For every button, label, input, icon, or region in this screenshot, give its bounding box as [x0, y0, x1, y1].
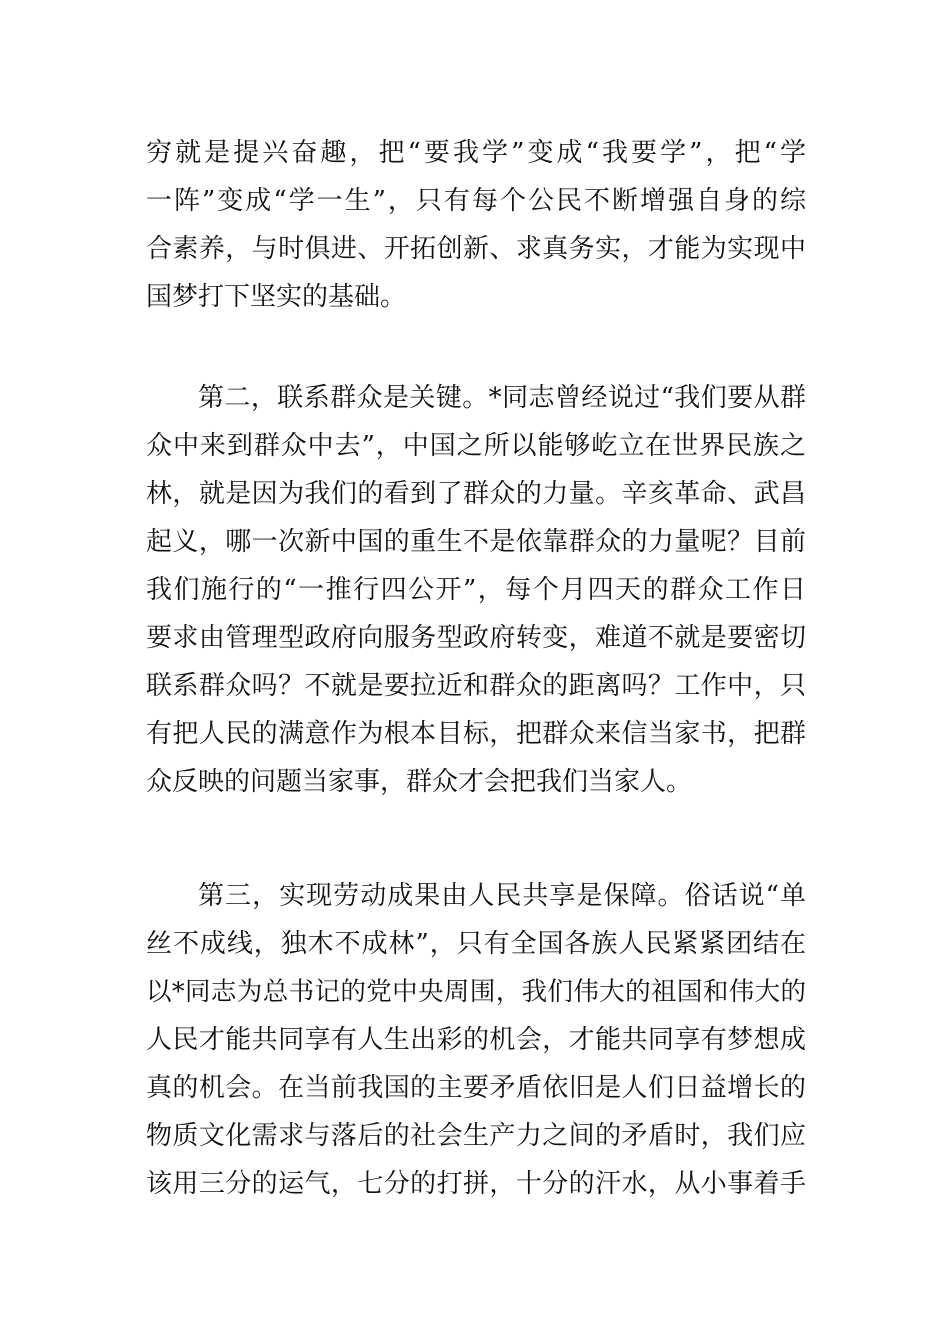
paragraph-3-line-5: 真的机会。在当前我国的主要矛盾依旧是人们日益增长的 [146, 1073, 806, 1103]
paragraph-1-line-4: 国梦打下坚实的基础。 [146, 282, 407, 312]
paragraph-2-line-4: 起义，哪一次新中国的重生不是依靠群众的力量呢？目前 [146, 527, 806, 557]
paragraph-3-line-7: 该用三分的运气，七分的打拼，十分的汗水，从小事着手 [146, 1169, 806, 1199]
paragraph-1-line-1: 穷就是提兴奋趣，把“要我学”变成“我要学”，把“学 [146, 138, 806, 168]
paragraph-2-line-1: 第二，联系群众是关键。*同志曾经说过“我们要从群 [198, 383, 806, 413]
paragraph-3-line-6: 物质文化需求与落后的社会生产力之间的矛盾时，我们应 [146, 1121, 806, 1151]
paragraph-2-line-7: 联系群众吗？不就是要拉近和群众的距离吗？工作中，只 [146, 671, 806, 701]
paragraph-2-line-6: 要求由管理型政府向服务型政府转变，难道不就是要密切 [146, 623, 806, 653]
paragraph-3-line-1: 第三，实现劳动成果由人民共享是保障。俗话说“单 [198, 881, 806, 911]
paragraph-2-line-8: 有把人民的满意作为根本目标，把群众来信当家书，把群 [146, 719, 806, 749]
paragraph-2-line-5: 我们施行的“一推行四公开”，每个月四天的群众工作日 [146, 575, 806, 605]
paragraph-2-line-9: 众反映的问题当家事，群众才会把我们当家人。 [146, 767, 693, 797]
paragraph-1-line-3: 合素养，与时俱进、开拓创新、求真务实，才能为实现中 [146, 234, 806, 264]
paragraph-2-line-2: 众中来到群众中去”，中国之所以能够屹立在世界民族之 [146, 431, 806, 461]
paragraph-3-line-4: 人民才能共同享有人生出彩的机会，才能共同享有梦想成 [146, 1025, 806, 1055]
paragraph-3-line-3: 以*同志为总书记的党中央周围，我们伟大的祖国和伟大的 [146, 977, 806, 1007]
paragraph-2-line-3: 林，就是因为我们的看到了群众的力量。辛亥革命、武昌 [146, 479, 806, 509]
paragraph-1-line-2: 一阵”变成“学一生”，只有每个公民不断增强自身的综 [146, 186, 806, 216]
paragraph-3-line-2: 丝不成线，独木不成林”，只有全国各族人民紧紧团结在 [146, 929, 806, 959]
